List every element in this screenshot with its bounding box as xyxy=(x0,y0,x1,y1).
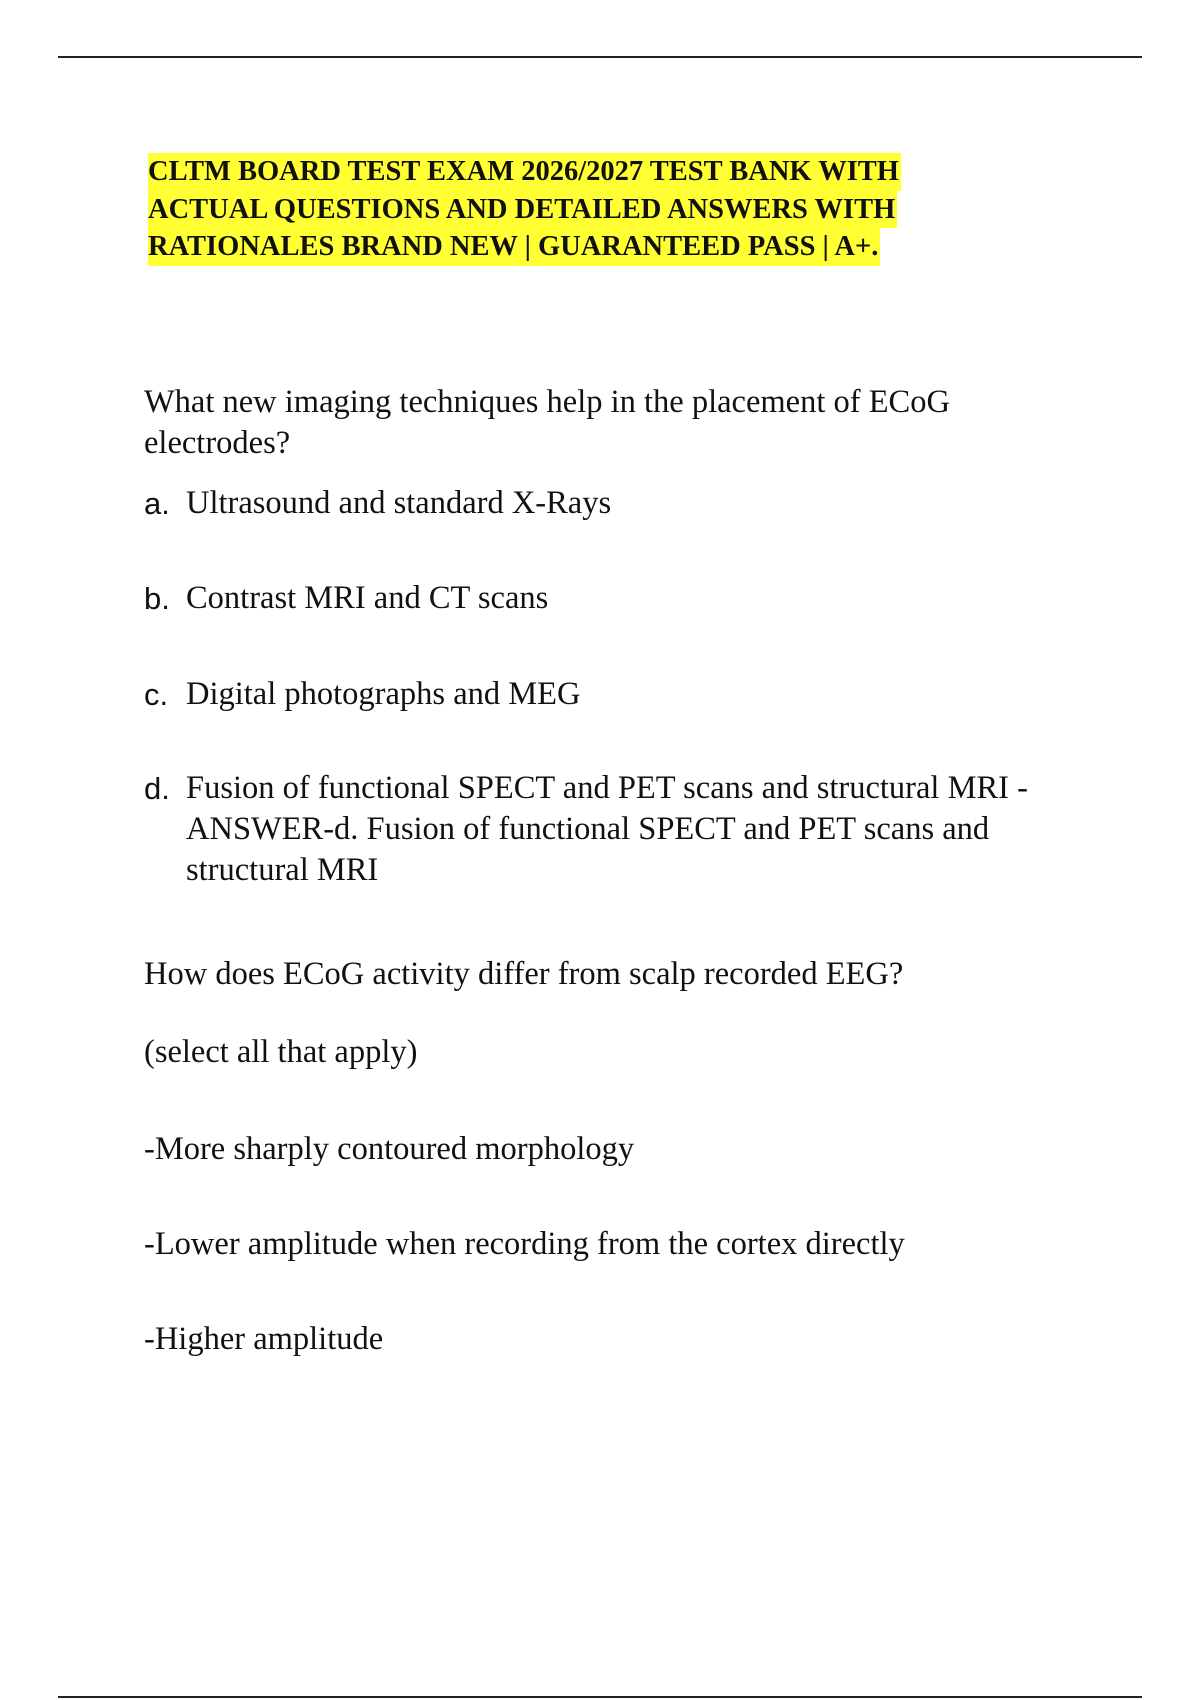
question-1-option-b xyxy=(144,578,1064,619)
option-text: Contrast MRI and CT scans xyxy=(186,580,549,616)
title-line-1: CLTM BOARD TEST EXAM 2026/2027 TEST BANK WITH xyxy=(148,153,901,191)
question-2-item-1: -More sharply contoured morphology xyxy=(144,1131,635,1167)
document-title xyxy=(148,153,1048,266)
question-2-item-2: -Lower amplitude when recording from the cortex directly xyxy=(144,1226,905,1262)
option-text: Fusion of functional SPECT and PET scans and structural MRI - ANSWER-d. Fusion of functional SPECT and PET scans and structural MRI xyxy=(186,770,1028,888)
title-line-2: ACTUAL QUESTIONS AND DETAILED ANSWERS WITH xyxy=(148,191,897,229)
question-2-item-3: -Higher amplitude xyxy=(144,1321,384,1357)
option-letter: a. xyxy=(144,486,170,521)
option-letter: b. xyxy=(144,581,170,616)
title-line-3: RATIONALES BRAND NEW | GUARANTEED PASS | A+. xyxy=(148,228,880,266)
header-rule xyxy=(58,56,1142,58)
question-2-prompt: How does ECoG activity differ from scalp recorded EEG? xyxy=(144,956,904,992)
option-text: Digital photographs and MEG xyxy=(186,676,581,712)
question-1-prompt: What new imaging techniques help in the placement of ECoG electrodes? xyxy=(144,384,950,461)
option-text: Ultrasound and standard X-Rays xyxy=(186,485,612,521)
footer-rule xyxy=(58,1696,1142,1698)
question-2-instruction: (select all that apply) xyxy=(144,1034,418,1070)
question-1-option-c xyxy=(144,674,1064,715)
question-1-option-d xyxy=(144,768,1064,891)
option-letter: c. xyxy=(144,677,169,712)
option-letter: d. xyxy=(144,771,170,806)
question-1-option-a xyxy=(144,483,1064,524)
